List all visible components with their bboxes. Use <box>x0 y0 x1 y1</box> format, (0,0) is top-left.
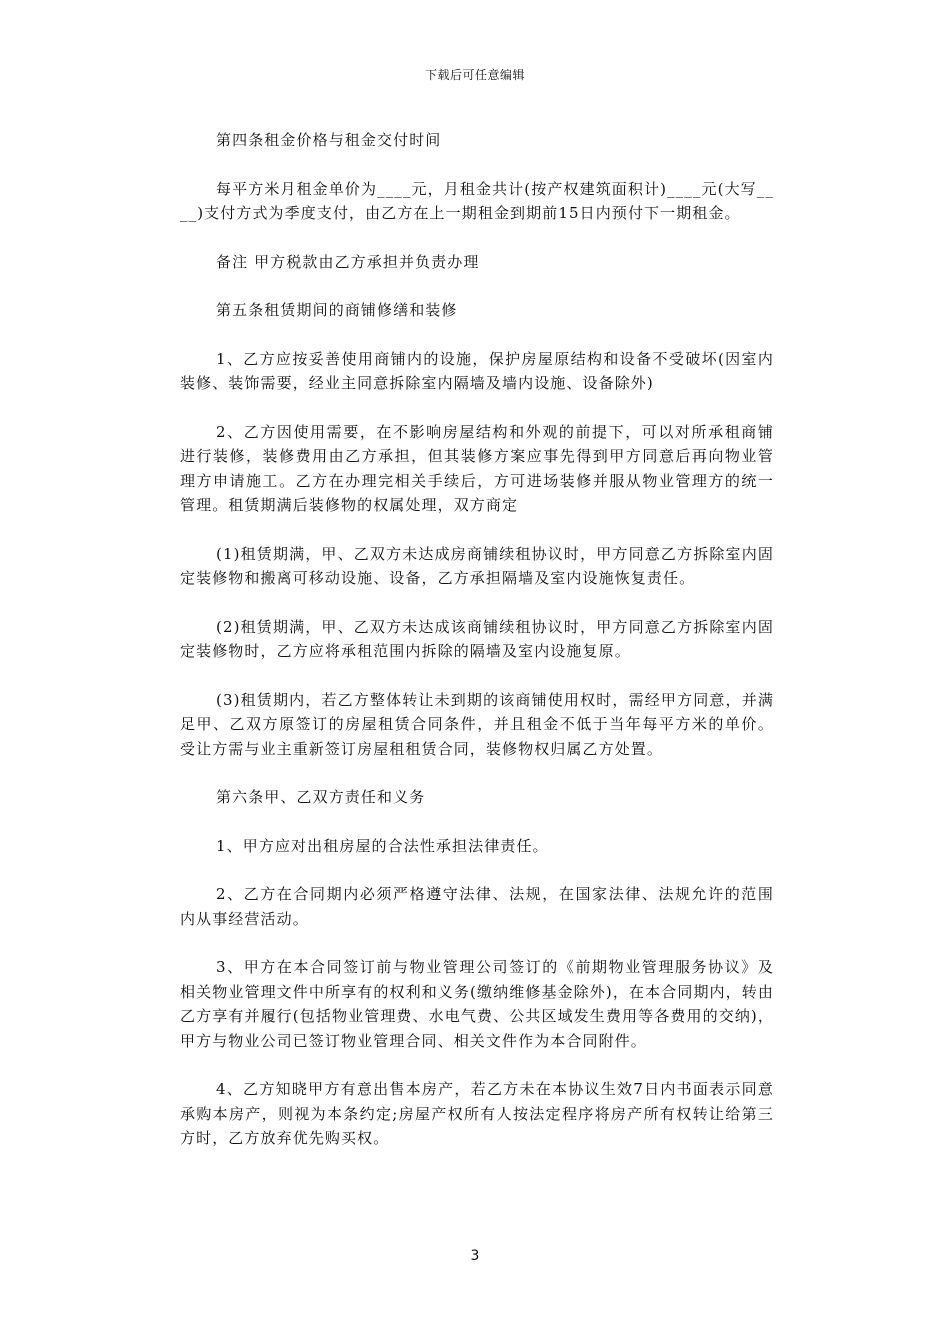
clause-5-2-item-3: (3)租赁期内，若乙方整体转让未到期的该商铺使用权时，需经甲方同意，并满足甲、乙双方原签订的房屋租赁合同条件，并且租金不低于当年每平方米的单价。受让方需与业主重新签订房屋租租赁合同，装修物权归属乙方处置。 <box>180 690 774 758</box>
clause-5-2-item-2: (2)租赁期满，甲、乙双方未达成该商铺续租协议时，甲方同意乙方拆除室内固定装修物时，乙方应将承租范围内拆除的隔墙及室内设施复原。 <box>180 617 774 660</box>
clause-5-2-item-1: (1)租赁期满，甲、乙双方未达成房商铺续租协议时，甲方同意乙方拆除室内固定装修物和搬离可移动设施、设备，乙方承担隔墙及室内设施恢复责任。 <box>180 544 774 587</box>
article-5-heading: 第五条租赁期间的商铺修缮和装修 <box>216 301 458 319</box>
clause-6-1: 1、甲方应对出租房屋的合法性承担法律责任。 <box>216 836 549 855</box>
article-6-heading: 第六条甲、乙双方责任和义务 <box>216 788 426 806</box>
clause-6-2: 2、乙方在合同期内必须严格遵守法律、法规，在国家法律、法规允许的范围内从事经营活动。 <box>180 885 774 928</box>
article-4-heading: 第四条租金价格与租金交付时间 <box>216 131 442 149</box>
rent-price-paragraph: 每平方米月租金单价为____元，月租金共计(按产权建筑面积计)____元(大写____)支付方式为季度支付，由乙方在上一期租金到期前15日内预付下一期租金。 <box>180 179 774 222</box>
page-header: 下载后可任意编辑 <box>424 68 525 82</box>
tax-note-paragraph: 备注 甲方税款由乙方承担并负责办理 <box>216 252 480 271</box>
clause-6-3: 3、甲方在本合同签订前与物业管理公司签订的《前期物业管理服务协议》及相关物业管理文件中所享有的权利和义务(缴纳维修基金除外)，在本合同期内，转由乙方享有并履行(包括物业管理费、水电气费、公共区域发生费用等各费用的交纳)，甲方与物业公司已签订物业管理合同、相关文件作为本合同附件。 <box>180 958 774 1050</box>
page-number: 3 <box>470 1248 480 1264</box>
document-body <box>180 128 774 1175</box>
clause-6-4: 4、乙方知晓甲方有意出售本房产，若乙方未在本协议生效7日内书面表示同意承购本房产，则视为本条约定;房屋产权所有人按法定程序将房产所有权转让给第三方时，乙方放弃优先购买权。 <box>180 1080 774 1147</box>
clause-5-2: 2、乙方因使用需要，在不影响房屋结构和外观的前提下，可以对所承租商铺进行装修，装修费用由乙方承担，但其装修方案应事先得到甲方同意后再向物业管理方申请施工。乙方在办理完相关手续后，方可进场装修并服从物业管理方的统一管理。租赁期满后装修物的权属处理，双方商定 <box>180 422 774 514</box>
clause-5-1: 1、乙方应按妥善使用商铺内的设施，保护房屋原结构和设备不受破坏(因室内装修、装饰需要，经业主同意拆除室内隔墙及墙内设施、设备除外) <box>180 349 774 392</box>
